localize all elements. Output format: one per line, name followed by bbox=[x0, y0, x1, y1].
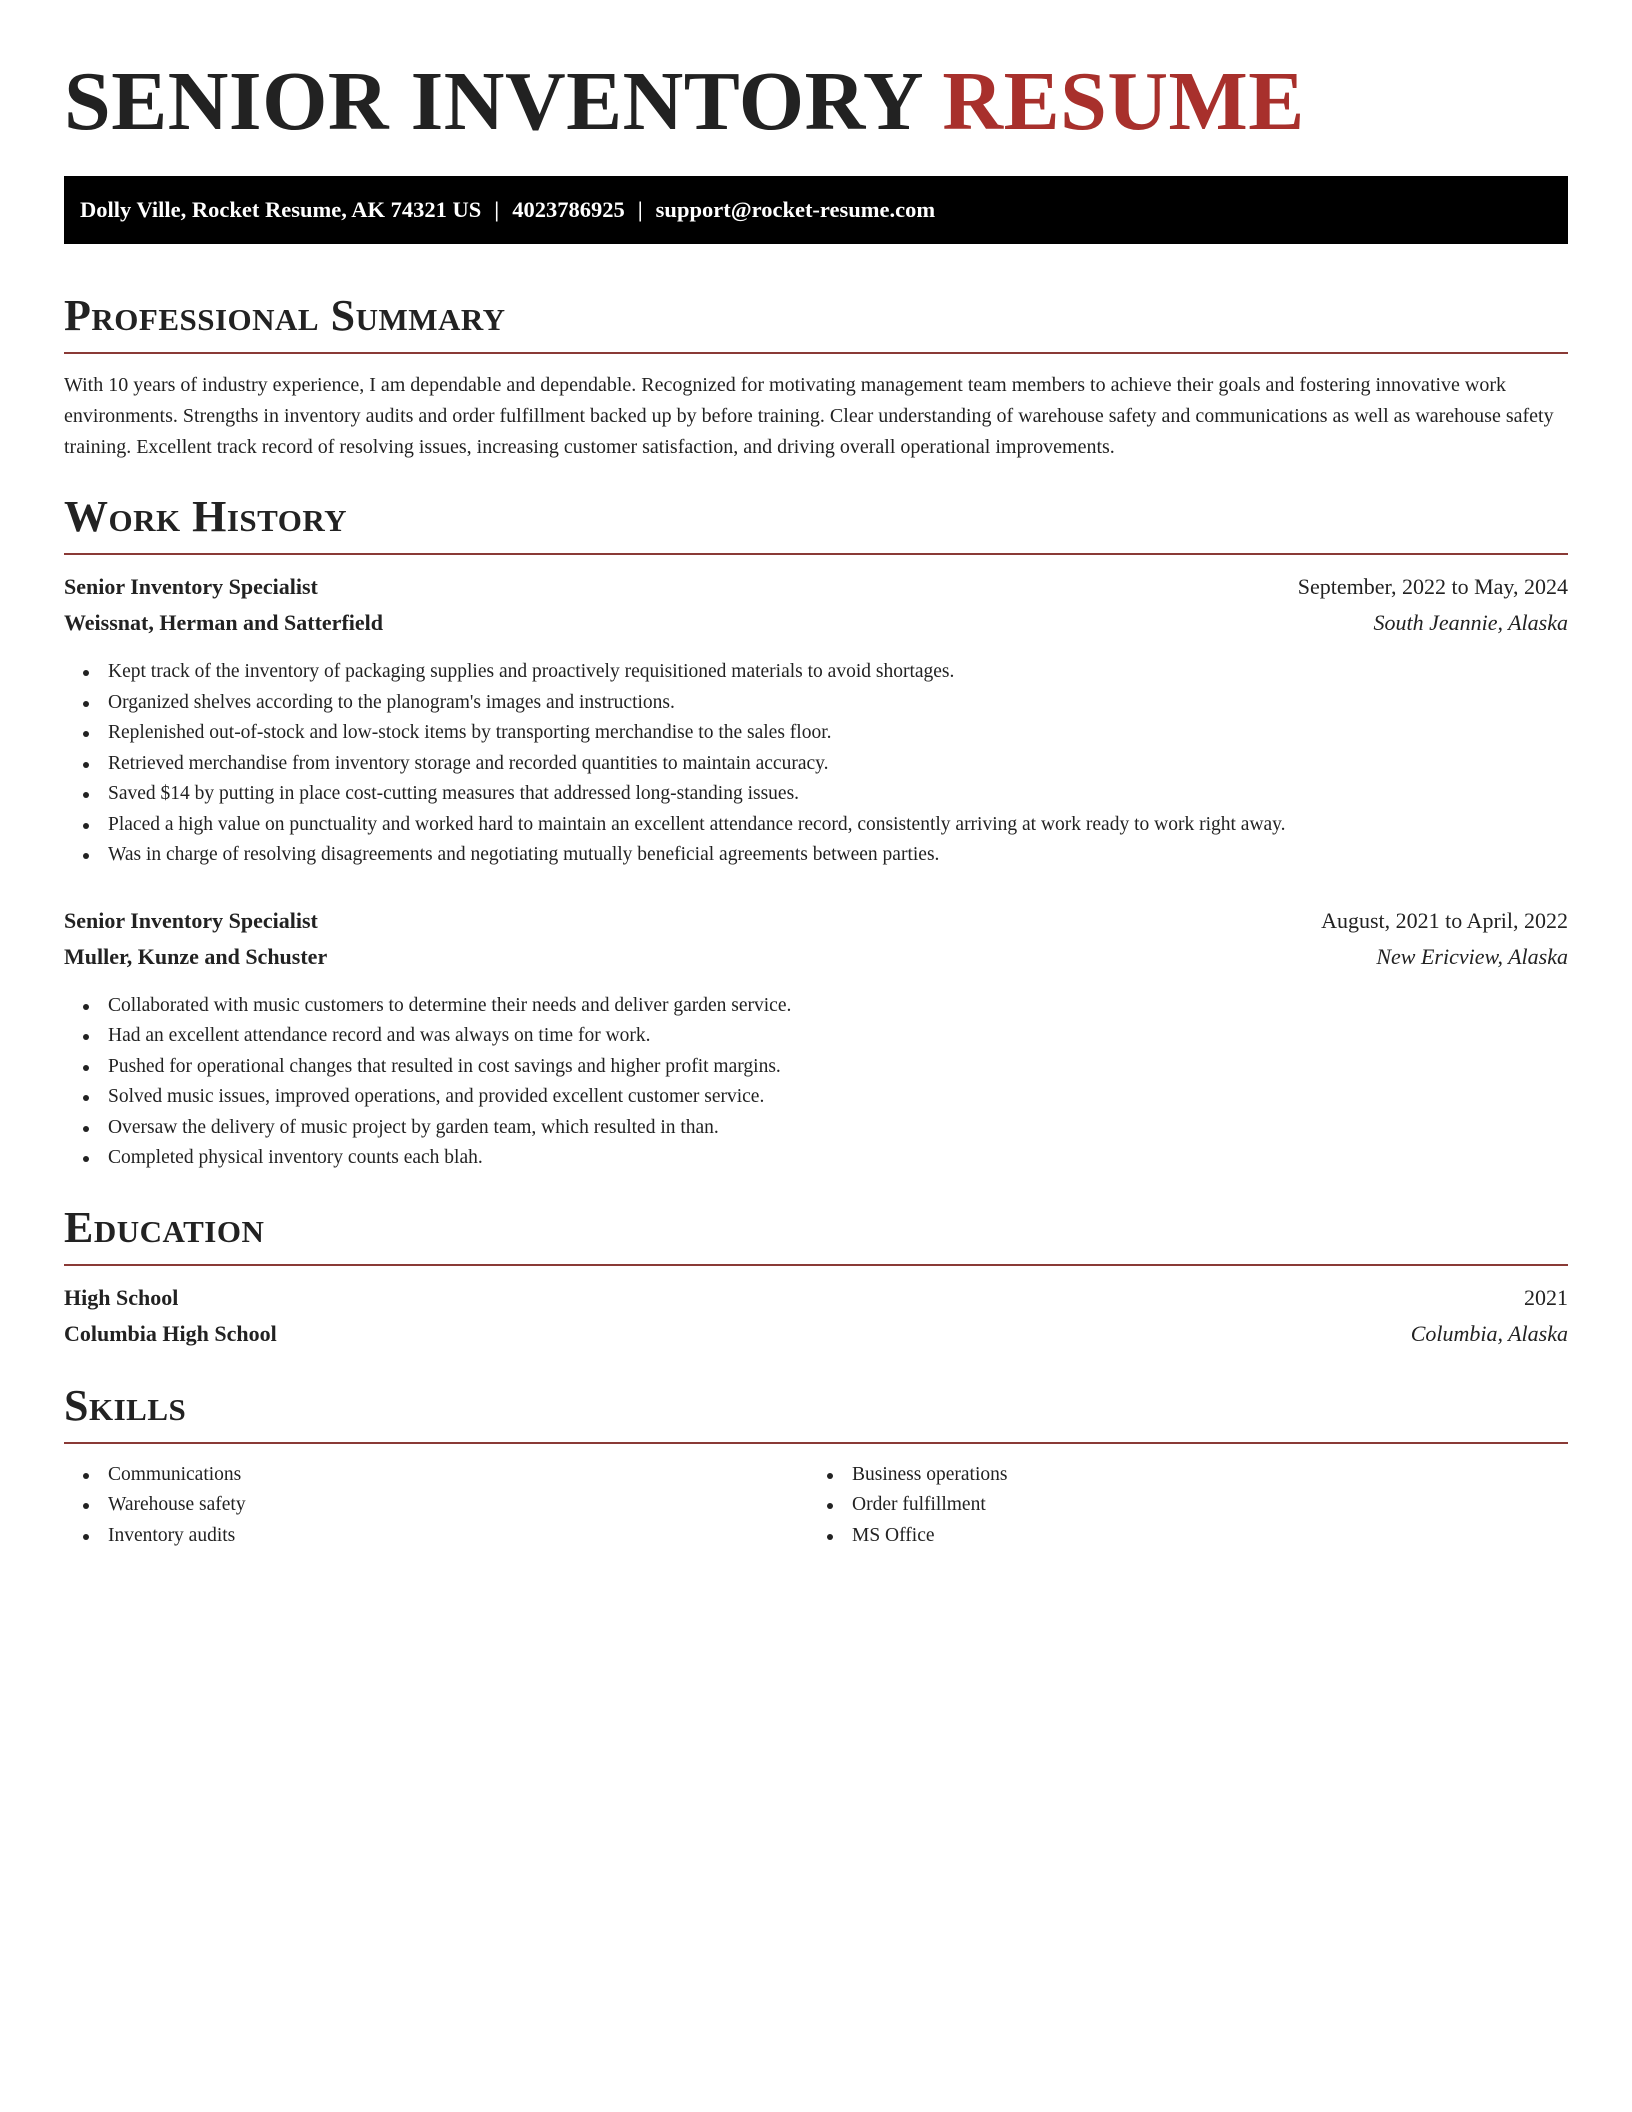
skills-column-2 bbox=[816, 1460, 1568, 1552]
education-year: 2021 bbox=[1524, 1284, 1568, 1310]
education-degree-row bbox=[64, 1280, 1568, 1316]
list-item: Organized shelves according to the planogram's images and instructions. bbox=[108, 688, 1568, 719]
job-title-row bbox=[64, 569, 1568, 605]
job-title: Senior Inventory Specialist bbox=[64, 574, 318, 599]
work-section bbox=[64, 491, 1568, 1174]
list-item: Business operations bbox=[852, 1460, 1568, 1491]
section-divider bbox=[64, 553, 1568, 555]
skills-grid bbox=[64, 1460, 1568, 1552]
skills-section bbox=[64, 1380, 1568, 1552]
work-heading: Work History bbox=[64, 492, 348, 541]
list-item: Inventory audits bbox=[108, 1521, 816, 1552]
list-item: Was in charge of resolving disagreements and negotiating mutually beneficial agreements between parties. bbox=[108, 840, 1568, 871]
list-item: Retrieved merchandise from inventory storage and recorded quantities to maintain accuracy. bbox=[108, 749, 1568, 780]
list-item: Replenished out-of-stock and low-stock items by transporting merchandise to the sales floor. bbox=[108, 718, 1568, 749]
resume-title bbox=[64, 52, 1568, 152]
job-dates: August, 2021 to April, 2022 bbox=[1321, 907, 1568, 933]
contact-separator: | bbox=[494, 197, 500, 222]
summary-text: With 10 years of industry experience, I am dependable and dependable. Recognized for motivating management team members to achieve their goals and fostering innovative work environments. Strengths in inventory audits and order fulfillment backed up by before training. Clear understanding of warehouse safety and communications as well as warehouse safety training. Excellent track record of resolving issues, increasing customer satisfaction, and driving overall operational improvements. bbox=[64, 374, 1554, 458]
job-title: Senior Inventory Specialist bbox=[64, 907, 318, 933]
section-divider bbox=[64, 1264, 1568, 1266]
job-company: Muller, Kunze and Schuster bbox=[64, 943, 328, 969]
list-item: Kept track of the inventory of packaging supplies and proactively requisitioned materials to avoid shortages. bbox=[108, 657, 1568, 688]
contact-separator: | bbox=[637, 197, 643, 222]
summary-heading: Professional Summary bbox=[64, 291, 506, 340]
education-school: Columbia High School bbox=[64, 1320, 277, 1346]
list-item: MS Office bbox=[852, 1521, 1568, 1552]
job-entry-1 bbox=[64, 569, 1568, 871]
job-location: South Jeannie, Alaska bbox=[1373, 610, 1568, 635]
skills-heading: Skills bbox=[64, 1380, 187, 1430]
list-item: Oversaw the delivery of music project by garden team, which resulted in than. bbox=[108, 1113, 1568, 1144]
list-item: Had an excellent attendance record and was always on time for work. bbox=[108, 1021, 1568, 1052]
list-item: Placed a high value on punctuality and worked hard to maintain an excellent attendance record, consistently arriving at work ready to work right away. bbox=[108, 810, 1568, 841]
job-company: Weissnat, Herman and Satterfield bbox=[64, 610, 383, 635]
list-item: Solved music issues, improved operations, and provided excellent customer service. bbox=[108, 1082, 1568, 1113]
section-divider bbox=[64, 1442, 1568, 1444]
job-company-row bbox=[64, 939, 1568, 975]
job-title-row bbox=[64, 903, 1568, 939]
job-entry-2 bbox=[64, 903, 1568, 1174]
list-item: Warehouse safety bbox=[108, 1490, 816, 1521]
job-dates: September, 2022 to May, 2024 bbox=[1297, 574, 1568, 599]
list-item: Communications bbox=[108, 1460, 816, 1491]
job-company-row bbox=[64, 605, 1568, 641]
education-section bbox=[64, 1202, 1568, 1352]
education-degree: High School bbox=[64, 1284, 179, 1310]
contact-bar bbox=[64, 176, 1568, 244]
list-item: Order fulfillment bbox=[852, 1490, 1568, 1521]
job-location: New Ericview, Alaska bbox=[1376, 943, 1568, 969]
job-bullets bbox=[64, 991, 1568, 1174]
section-divider bbox=[64, 352, 1568, 354]
job-bullets bbox=[64, 657, 1568, 871]
contact-phone: 4023786925 bbox=[512, 197, 625, 222]
education-heading: Education bbox=[64, 1202, 265, 1252]
education-entry bbox=[64, 1280, 1568, 1352]
title-main: SENIOR INVENTORY bbox=[64, 55, 921, 148]
list-item: Saved $14 by putting in place cost-cutting measures that addressed long-standing issues. bbox=[108, 779, 1568, 810]
contact-address: Dolly Ville, Rocket Resume, AK 74321 US bbox=[80, 197, 482, 222]
summary-section bbox=[64, 290, 1568, 463]
education-location: Columbia, Alaska bbox=[1410, 1320, 1568, 1346]
education-school-row bbox=[64, 1316, 1568, 1352]
list-item: Collaborated with music customers to determine their needs and deliver garden service. bbox=[108, 991, 1568, 1022]
contact-email: support@rocket-resume.com bbox=[655, 197, 936, 222]
list-item: Completed physical inventory counts each blah. bbox=[108, 1143, 1568, 1174]
title-accent: RESUME bbox=[942, 55, 1305, 148]
skills-column-1 bbox=[64, 1460, 816, 1552]
list-item: Pushed for operational changes that resulted in cost savings and higher profit margins. bbox=[108, 1052, 1568, 1083]
